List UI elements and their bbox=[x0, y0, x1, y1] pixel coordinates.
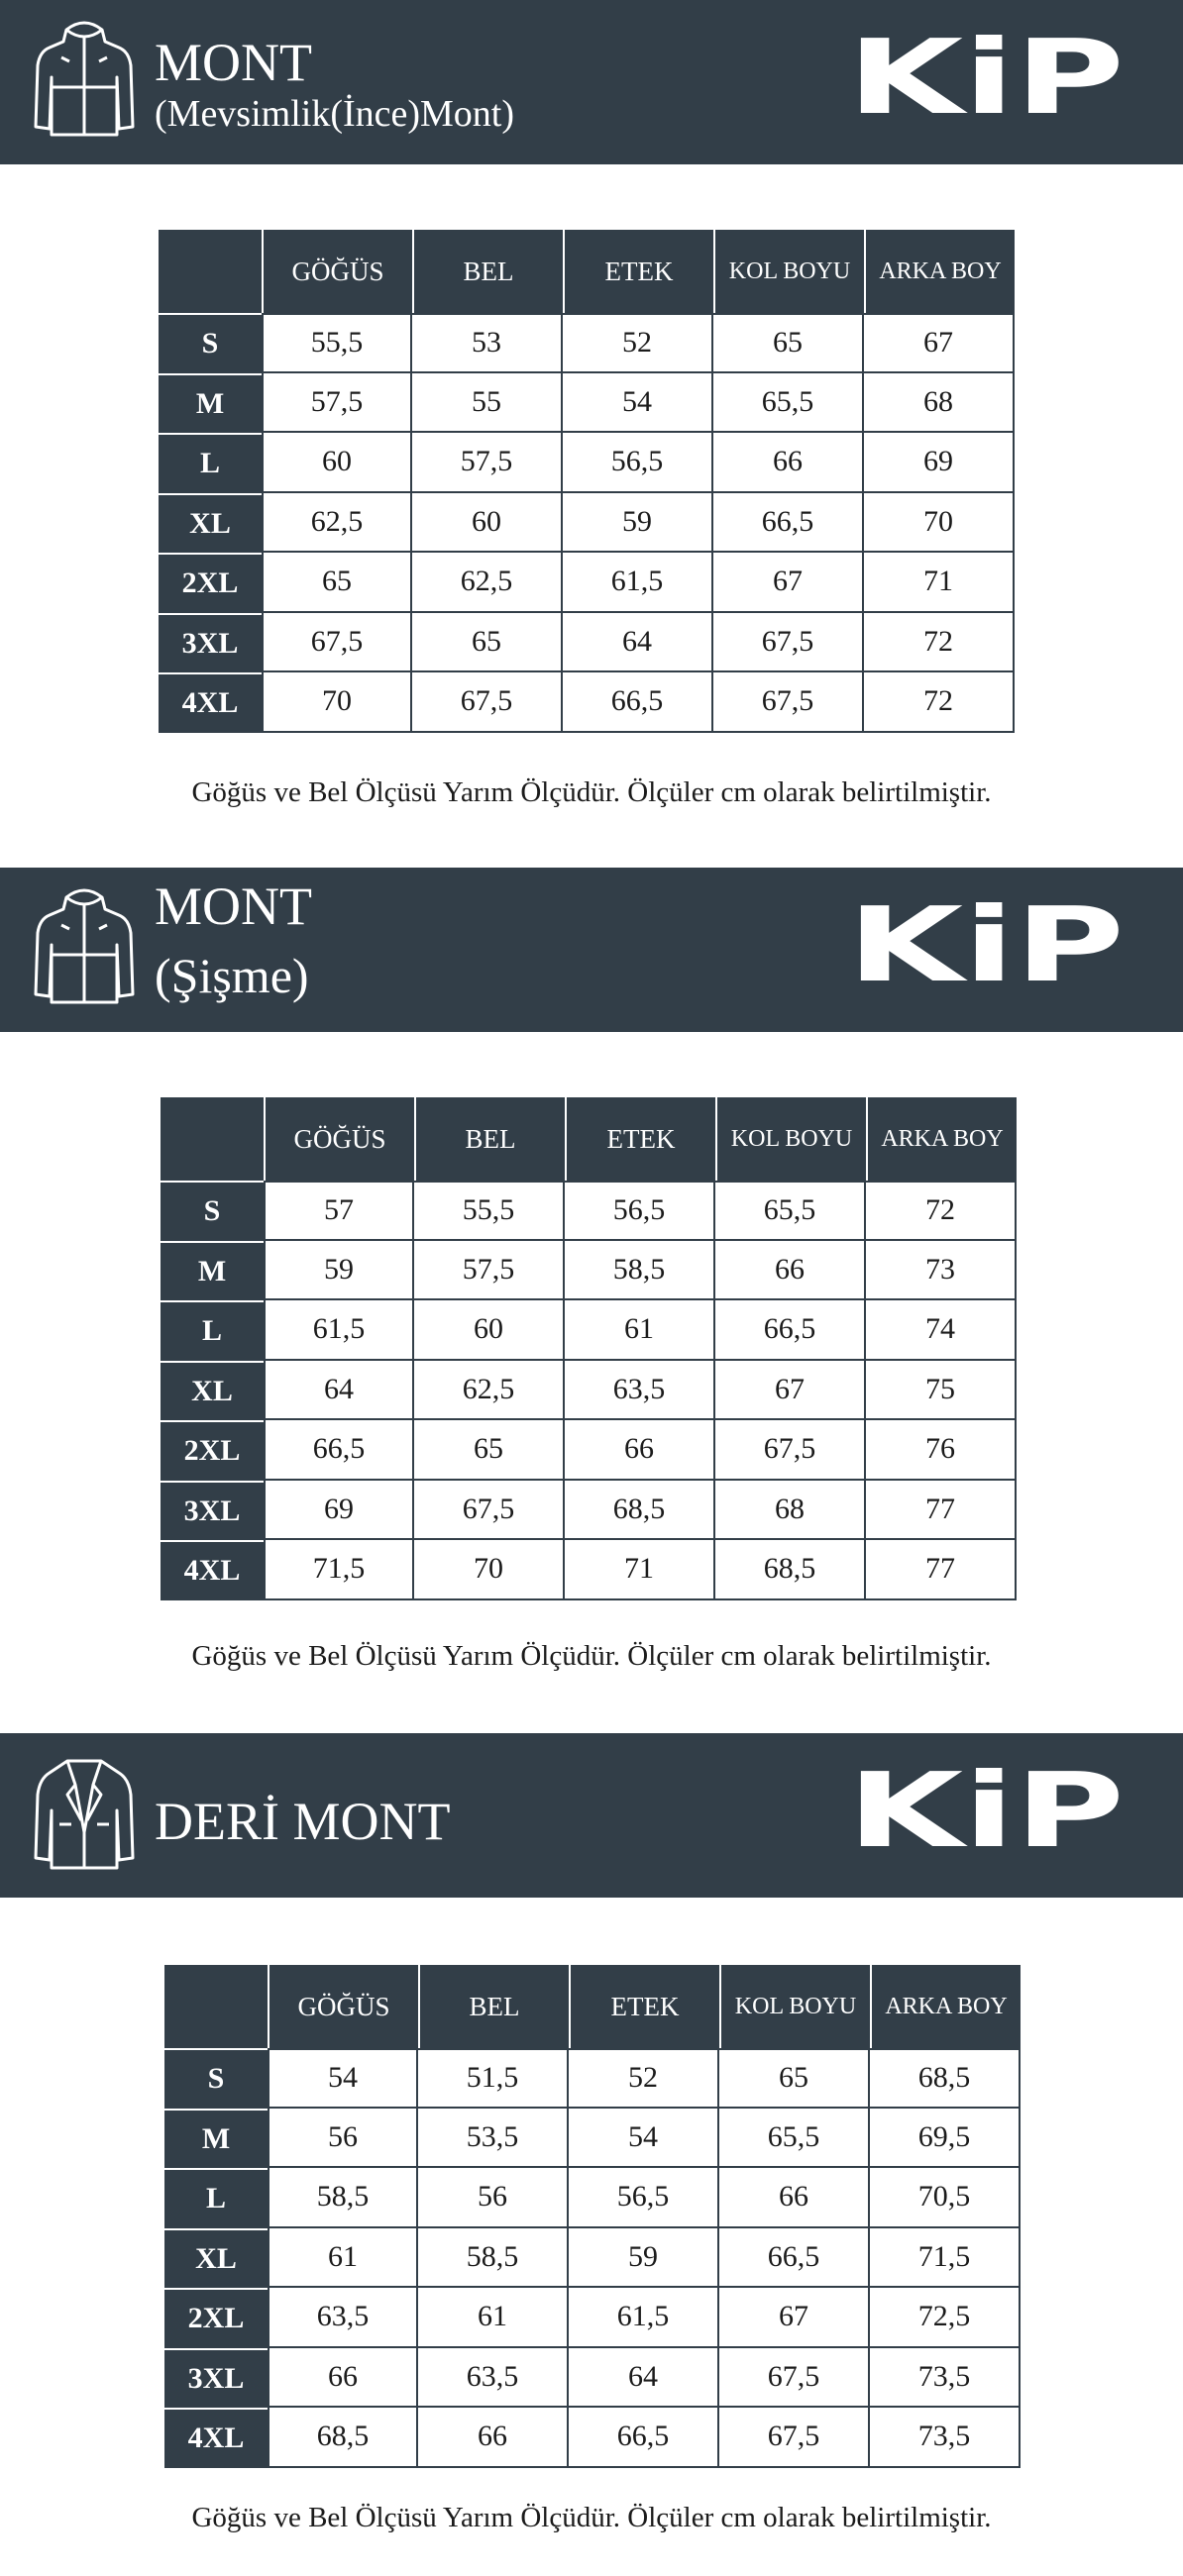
table-cell: 70 bbox=[414, 1540, 565, 1600]
table-cell: 56,5 bbox=[569, 2168, 719, 2228]
table-corner bbox=[164, 1965, 268, 2048]
table-cell: 56,5 bbox=[563, 433, 713, 493]
size-label: M bbox=[164, 2109, 268, 2169]
svg-text:KiP: KiP bbox=[847, 901, 1125, 990]
table-cell: 54 bbox=[569, 2109, 719, 2169]
size-label: 4XL bbox=[161, 1540, 264, 1600]
size-label: XL bbox=[159, 493, 262, 554]
svg-text:KiP: KiP bbox=[847, 34, 1125, 123]
size-label: L bbox=[161, 1300, 264, 1361]
column-header: GÖĞÜS bbox=[268, 1965, 418, 2048]
measurement-note: Göğüs ve Bel Ölçüsü Yarım Ölçüdür. Ölçüler cm olarak belirtilmiştir. bbox=[191, 1640, 992, 1672]
svg-text:KiP: KiP bbox=[847, 1767, 1125, 1856]
table-cell: 70 bbox=[262, 672, 412, 733]
table-cell: 63,5 bbox=[418, 2348, 569, 2409]
section-subtitle: (Mevsimlik(İnce)Mont) bbox=[155, 93, 515, 135]
column-header: ETEK bbox=[565, 1097, 715, 1181]
table-cell: 67,5 bbox=[412, 672, 563, 733]
table-cell: 65 bbox=[713, 313, 864, 373]
table-cell: 61 bbox=[418, 2288, 569, 2348]
table-row bbox=[159, 433, 1015, 493]
column-header: ARKA BOY bbox=[870, 1965, 1021, 2048]
table-cell: 67 bbox=[713, 553, 864, 613]
table-cell: 72 bbox=[864, 613, 1015, 673]
table-cell: 61,5 bbox=[563, 553, 713, 613]
table-cell: 62,5 bbox=[414, 1361, 565, 1421]
table-cell: 54 bbox=[268, 2048, 418, 2109]
column-header: KOL BOYU bbox=[715, 1097, 866, 1181]
table-cell: 58,5 bbox=[565, 1241, 715, 1301]
table-cell: 65 bbox=[412, 613, 563, 673]
table-row bbox=[161, 1181, 1017, 1241]
table-cell: 63,5 bbox=[268, 2288, 418, 2348]
size-label: 4XL bbox=[159, 672, 262, 733]
table-cell: 60 bbox=[412, 493, 563, 554]
size-label: 3XL bbox=[161, 1481, 264, 1541]
size-label: 2XL bbox=[161, 1420, 264, 1481]
table-cell: 64 bbox=[264, 1361, 414, 1421]
table-cell: 71 bbox=[864, 553, 1015, 613]
table-cell: 70 bbox=[864, 493, 1015, 554]
table-row bbox=[161, 1241, 1017, 1301]
table-cell: 65 bbox=[262, 553, 412, 613]
table-cell: 61,5 bbox=[264, 1300, 414, 1361]
table-cell: 55 bbox=[412, 373, 563, 434]
table-cell: 60 bbox=[262, 433, 412, 493]
size-label: M bbox=[161, 1241, 264, 1301]
table-cell: 67,5 bbox=[713, 613, 864, 673]
size-label: S bbox=[164, 2048, 268, 2109]
table-cell: 65,5 bbox=[719, 2109, 870, 2169]
table-cell: 67,5 bbox=[719, 2408, 870, 2468]
table-cell: 68,5 bbox=[565, 1481, 715, 1541]
table-row bbox=[164, 2168, 1021, 2228]
table-cell: 55,5 bbox=[262, 313, 412, 373]
jacket-icon bbox=[32, 18, 137, 141]
table-cell: 68,5 bbox=[715, 1540, 866, 1600]
size-table bbox=[161, 1097, 1017, 1600]
section-subtitle: (Şişme) bbox=[155, 948, 309, 1003]
size-label: 3XL bbox=[164, 2348, 268, 2409]
table-cell: 67,5 bbox=[713, 672, 864, 733]
measurement-note: Göğüs ve Bel Ölçüsü Yarım Ölçüdür. Ölçüler cm olarak belirtilmiştir. bbox=[191, 2502, 992, 2533]
table-cell: 66,5 bbox=[563, 672, 713, 733]
column-header: BEL bbox=[418, 1965, 569, 2048]
column-header: GÖĞÜS bbox=[262, 230, 412, 313]
table-row bbox=[164, 2228, 1021, 2289]
size-label: M bbox=[159, 373, 262, 434]
table-cell: 77 bbox=[866, 1540, 1017, 1600]
table-row bbox=[164, 2109, 1021, 2169]
size-label: 2XL bbox=[164, 2288, 268, 2348]
table-cell: 64 bbox=[563, 613, 713, 673]
size-label: 3XL bbox=[159, 613, 262, 673]
table-cell: 72 bbox=[864, 672, 1015, 733]
table-cell: 56 bbox=[268, 2109, 418, 2169]
column-header: BEL bbox=[412, 230, 563, 313]
table-cell: 66 bbox=[565, 1420, 715, 1481]
table-cell: 59 bbox=[264, 1241, 414, 1301]
table-cell: 56,5 bbox=[565, 1181, 715, 1241]
table-cell: 66 bbox=[268, 2348, 418, 2409]
table-cell: 67 bbox=[715, 1361, 866, 1421]
size-table bbox=[159, 230, 1015, 733]
table-cell: 65 bbox=[414, 1420, 565, 1481]
table-row bbox=[161, 1361, 1017, 1421]
column-header: KOL BOYU bbox=[713, 230, 864, 313]
column-header: ARKA BOY bbox=[864, 230, 1015, 313]
table-cell: 61 bbox=[268, 2228, 418, 2289]
size-label: S bbox=[159, 313, 262, 373]
table-row bbox=[164, 2348, 1021, 2409]
table-cell: 75 bbox=[866, 1361, 1017, 1421]
table-header-row bbox=[159, 230, 1015, 313]
table-cell: 69 bbox=[864, 433, 1015, 493]
jacket-icon bbox=[32, 885, 137, 1008]
table-row bbox=[159, 373, 1015, 434]
table-row bbox=[159, 313, 1015, 373]
table-cell: 52 bbox=[569, 2048, 719, 2109]
table-cell: 73,5 bbox=[870, 2348, 1021, 2409]
table-cell: 71,5 bbox=[264, 1540, 414, 1600]
table-cell: 58,5 bbox=[268, 2168, 418, 2228]
table-cell: 66 bbox=[715, 1241, 866, 1301]
table-cell: 65 bbox=[719, 2048, 870, 2109]
table-cell: 56 bbox=[418, 2168, 569, 2228]
section-title: MONT bbox=[155, 876, 312, 936]
table-cell: 66,5 bbox=[719, 2228, 870, 2289]
table-row bbox=[159, 613, 1015, 673]
size-label: L bbox=[164, 2168, 268, 2228]
size-table bbox=[164, 1965, 1021, 2468]
table-cell: 57,5 bbox=[262, 373, 412, 434]
table-cell: 53,5 bbox=[418, 2109, 569, 2169]
table-cell: 66 bbox=[719, 2168, 870, 2228]
table-cell: 67,5 bbox=[262, 613, 412, 673]
table-cell: 67 bbox=[719, 2288, 870, 2348]
table-cell: 71 bbox=[565, 1540, 715, 1600]
table-cell: 65,5 bbox=[715, 1181, 866, 1241]
table-cell: 51,5 bbox=[418, 2048, 569, 2109]
column-header: ETEK bbox=[569, 1965, 719, 2048]
table-cell: 62,5 bbox=[412, 553, 563, 613]
table-row bbox=[164, 2408, 1021, 2468]
column-header: ARKA BOY bbox=[866, 1097, 1017, 1181]
table-cell: 59 bbox=[569, 2228, 719, 2289]
table-cell: 72 bbox=[866, 1181, 1017, 1241]
table-cell: 57 bbox=[264, 1181, 414, 1241]
table-header-row bbox=[164, 1965, 1021, 2048]
size-label: S bbox=[161, 1181, 264, 1241]
table-cell: 59 bbox=[563, 493, 713, 554]
table-cell: 58,5 bbox=[418, 2228, 569, 2289]
table-corner bbox=[159, 230, 262, 313]
table-cell: 72,5 bbox=[870, 2288, 1021, 2348]
size-label: 2XL bbox=[159, 553, 262, 613]
table-cell: 68 bbox=[864, 373, 1015, 434]
table-cell: 62,5 bbox=[262, 493, 412, 554]
kip-logo bbox=[842, 1767, 1129, 1856]
table-row bbox=[159, 493, 1015, 554]
table-row bbox=[159, 672, 1015, 733]
table-cell: 69,5 bbox=[870, 2109, 1021, 2169]
table-cell: 53 bbox=[412, 313, 563, 373]
table-cell: 55,5 bbox=[414, 1181, 565, 1241]
table-cell: 67 bbox=[864, 313, 1015, 373]
table-row bbox=[164, 2048, 1021, 2109]
table-cell: 67,5 bbox=[414, 1481, 565, 1541]
table-corner bbox=[161, 1097, 264, 1181]
table-row bbox=[161, 1481, 1017, 1541]
size-label: 4XL bbox=[164, 2408, 268, 2468]
kip-logo bbox=[842, 34, 1129, 123]
table-cell: 63,5 bbox=[565, 1361, 715, 1421]
table-cell: 65,5 bbox=[713, 373, 864, 434]
size-label: XL bbox=[161, 1361, 264, 1421]
table-cell: 66,5 bbox=[715, 1300, 866, 1361]
table-header-row bbox=[161, 1097, 1017, 1181]
blazer-icon bbox=[32, 1751, 137, 1874]
size-label: XL bbox=[164, 2228, 268, 2289]
table-cell: 57,5 bbox=[412, 433, 563, 493]
table-cell: 66,5 bbox=[264, 1420, 414, 1481]
table-cell: 52 bbox=[563, 313, 713, 373]
table-cell: 67,5 bbox=[715, 1420, 866, 1481]
table-row bbox=[161, 1420, 1017, 1481]
table-cell: 71,5 bbox=[870, 2228, 1021, 2289]
table-cell: 73 bbox=[866, 1241, 1017, 1301]
measurement-note: Göğüs ve Bel Ölçüsü Yarım Ölçüdür. Ölçüler cm olarak belirtilmiştir. bbox=[191, 776, 992, 808]
column-header: GÖĞÜS bbox=[264, 1097, 414, 1181]
table-cell: 68,5 bbox=[268, 2408, 418, 2468]
table-cell: 68 bbox=[715, 1481, 866, 1541]
table-cell: 66,5 bbox=[713, 493, 864, 554]
table-cell: 60 bbox=[414, 1300, 565, 1361]
table-cell: 77 bbox=[866, 1481, 1017, 1541]
kip-logo bbox=[842, 901, 1129, 990]
section-title: DERİ MONT bbox=[155, 1792, 451, 1851]
table-cell: 61,5 bbox=[569, 2288, 719, 2348]
table-cell: 66,5 bbox=[569, 2408, 719, 2468]
table-cell: 66 bbox=[713, 433, 864, 493]
table-cell: 67,5 bbox=[719, 2348, 870, 2409]
table-row bbox=[161, 1300, 1017, 1361]
table-cell: 69 bbox=[264, 1481, 414, 1541]
table-cell: 68,5 bbox=[870, 2048, 1021, 2109]
table-cell: 61 bbox=[565, 1300, 715, 1361]
table-row bbox=[161, 1540, 1017, 1600]
column-header: ETEK bbox=[563, 230, 713, 313]
table-cell: 66 bbox=[418, 2408, 569, 2468]
section-title: MONT bbox=[155, 33, 312, 92]
table-cell: 74 bbox=[866, 1300, 1017, 1361]
column-header: BEL bbox=[414, 1097, 565, 1181]
column-header: KOL BOYU bbox=[719, 1965, 870, 2048]
table-cell: 54 bbox=[563, 373, 713, 434]
table-cell: 76 bbox=[866, 1420, 1017, 1481]
table-row bbox=[159, 553, 1015, 613]
table-cell: 64 bbox=[569, 2348, 719, 2409]
table-cell: 57,5 bbox=[414, 1241, 565, 1301]
table-cell: 73,5 bbox=[870, 2408, 1021, 2468]
size-label: L bbox=[159, 433, 262, 493]
table-row bbox=[164, 2288, 1021, 2348]
table-cell: 70,5 bbox=[870, 2168, 1021, 2228]
